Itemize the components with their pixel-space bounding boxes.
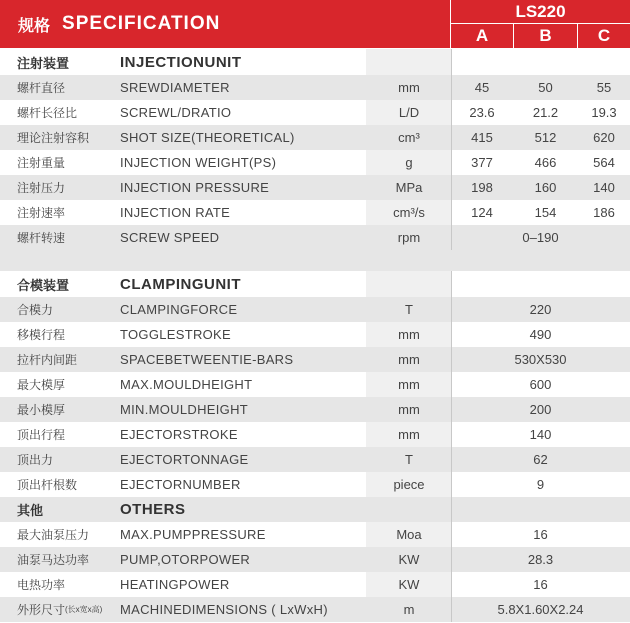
- row-cn: 顶出力: [17, 453, 54, 467]
- table-row: [0, 472, 630, 497]
- row-en: SPACEBETWEENTIE-BARS: [120, 352, 294, 367]
- row-unit: T: [405, 452, 413, 467]
- value-merged: 0–190: [522, 230, 559, 245]
- table-row: [0, 150, 630, 175]
- row-unit: mm: [398, 402, 420, 417]
- row-unit: mm: [398, 427, 420, 442]
- value-c: 19.3: [591, 105, 617, 120]
- row-unit: cm³: [398, 130, 420, 145]
- value-merged: 5.8X1.60X2.24: [497, 602, 584, 617]
- value-merged: 600: [529, 377, 552, 392]
- table-row: [0, 397, 630, 422]
- row-en: SCREW SPEED: [120, 230, 220, 245]
- table-row: [0, 572, 630, 597]
- section-cn: 其他: [17, 503, 44, 518]
- row-en: MACHINEDIMENSIONS ( LxWxH): [120, 602, 328, 617]
- value-merged: 62: [533, 452, 548, 467]
- row-en: HEATINGPOWER: [120, 577, 230, 592]
- table-row: [0, 125, 630, 150]
- variant-b-header: B: [514, 24, 577, 48]
- section-en: CLAMPINGUNIT: [120, 275, 241, 293]
- table-row: [0, 597, 630, 622]
- row-unit: mm: [398, 352, 420, 367]
- title-en: SPECIFICATION: [62, 13, 221, 34]
- section-clamping: [0, 271, 630, 297]
- value-merged: 530X530: [514, 352, 567, 367]
- row-cn: 最小模厚: [17, 403, 66, 417]
- value-b: 512: [534, 130, 557, 145]
- row-cn: 最大模厚: [17, 378, 66, 392]
- value-a: 198: [471, 180, 493, 195]
- row-en: EJECTORTONNAGE: [120, 452, 249, 467]
- value-c: 564: [593, 155, 615, 170]
- row-cn: 电热功率: [17, 578, 66, 592]
- value-merged: 9: [536, 477, 545, 492]
- section-other: [0, 497, 630, 522]
- row-en: MIN.MOULDHEIGHT: [120, 402, 248, 417]
- row-en: INJECTION RATE: [120, 205, 231, 220]
- row-unit: m: [403, 602, 415, 617]
- value-a: 124: [471, 205, 493, 220]
- row-cn: 合模力: [17, 303, 54, 317]
- row-cn: 螺杆长径比: [17, 106, 78, 120]
- row-unit: piece: [393, 477, 425, 492]
- value-a: 23.6: [469, 105, 495, 120]
- value-merged: 28.3: [527, 552, 554, 567]
- row-cn: 顶出杆根数: [17, 478, 78, 492]
- value-merged: 16: [533, 527, 548, 542]
- value-c: 140: [593, 180, 615, 195]
- row-en: EJECTORNUMBER: [120, 477, 241, 492]
- row-en: MAX.PUMPPRESSURE: [120, 527, 266, 542]
- row-unit: L/D: [398, 105, 420, 120]
- table-row: [0, 447, 630, 472]
- value-merged: 16: [533, 577, 548, 592]
- value-b: 466: [534, 155, 557, 170]
- value-merged: 200: [529, 402, 552, 417]
- table-row: [0, 175, 630, 200]
- row-cn: 注射重量: [17, 156, 66, 170]
- row-cn: 注射速率: [17, 206, 66, 220]
- section-en: OTHERS: [120, 501, 186, 518]
- row-unit: rpm: [397, 230, 421, 245]
- row-cn: 拉杆内间距: [17, 353, 78, 367]
- value-a: 377: [471, 155, 493, 170]
- row-cn: 理论注射容积: [17, 131, 90, 145]
- row-en: PUMP,OTORPOWER: [120, 552, 251, 567]
- row-en: EJECTORSTROKE: [120, 427, 238, 442]
- section-injection: [0, 49, 630, 75]
- row-unit: MPa: [395, 180, 423, 195]
- spec-header: [0, 0, 630, 48]
- row-cn: 螺杆直径: [17, 81, 66, 95]
- value-c: 55: [596, 80, 612, 95]
- table-row: [0, 297, 630, 322]
- row-en: SREWDIAMETER: [120, 80, 230, 95]
- row-en: CLAMPINGFORCE: [120, 302, 238, 317]
- row-unit: KW: [398, 552, 420, 567]
- row-unit: mm: [398, 80, 420, 95]
- table-row: [0, 547, 630, 572]
- value-c: 186: [593, 205, 615, 220]
- value-a: 415: [471, 130, 493, 145]
- table-row: [0, 347, 630, 372]
- section-cn: 注射装置: [17, 55, 70, 71]
- table-row: [0, 225, 630, 250]
- table-row: [0, 100, 630, 125]
- row-unit: KW: [398, 577, 420, 592]
- table-row: [0, 322, 630, 347]
- row-en: MAX.MOULDHEIGHT: [120, 377, 253, 392]
- row-cn: [17, 597, 102, 622]
- model-name: LS220: [451, 0, 630, 23]
- variant-c-header: C: [578, 24, 630, 48]
- row-cn-text: 外形尺寸: [17, 603, 66, 617]
- value-merged: 490: [529, 327, 552, 342]
- row-cn: 最大油泵压力: [17, 528, 90, 542]
- value-b: 50: [538, 80, 553, 95]
- row-en: SCREWL/DRATIO: [120, 105, 232, 120]
- value-c: 620: [593, 130, 615, 145]
- variant-a-header: A: [451, 24, 513, 48]
- row-unit: Moa: [396, 527, 422, 542]
- section-spacer: [0, 250, 630, 271]
- spec-table: [0, 49, 630, 622]
- row-en: INJECTION WEIGHT(PS): [120, 155, 277, 170]
- value-b: 154: [534, 205, 557, 220]
- table-row: [0, 522, 630, 547]
- row-cn-note: (长x宽x高): [65, 605, 103, 614]
- row-unit: T: [405, 302, 413, 317]
- section-en: INJECTIONUNIT: [120, 53, 242, 71]
- table-row: [0, 75, 630, 100]
- row-unit: cm³/s: [393, 205, 425, 220]
- row-cn: 顶出行程: [17, 428, 66, 442]
- value-b: 160: [534, 180, 557, 195]
- row-unit: mm: [398, 327, 420, 342]
- row-unit: mm: [398, 377, 420, 392]
- row-cn: 移模行程: [17, 328, 66, 342]
- table-row: [0, 372, 630, 397]
- value-merged: 220: [529, 302, 552, 317]
- section-cn: 合模装置: [17, 277, 70, 293]
- row-en: TOGGLESTROKE: [120, 327, 231, 342]
- row-cn: 油泵马达功率: [17, 553, 90, 567]
- value-b: 21.2: [532, 105, 559, 120]
- row-en: INJECTION PRESSURE: [120, 180, 270, 195]
- row-cn: 螺杆转速: [17, 231, 66, 245]
- row-en: SHOT SIZE(THEORETICAL): [120, 130, 295, 145]
- value-merged: 140: [529, 427, 552, 442]
- title-cn: 规格: [18, 17, 51, 35]
- title-cell: [0, 0, 450, 48]
- row-unit: g: [405, 155, 413, 170]
- table-row: [0, 200, 630, 225]
- table-row: [0, 422, 630, 447]
- value-a: 45: [474, 80, 490, 95]
- row-cn: 注射压力: [17, 181, 66, 195]
